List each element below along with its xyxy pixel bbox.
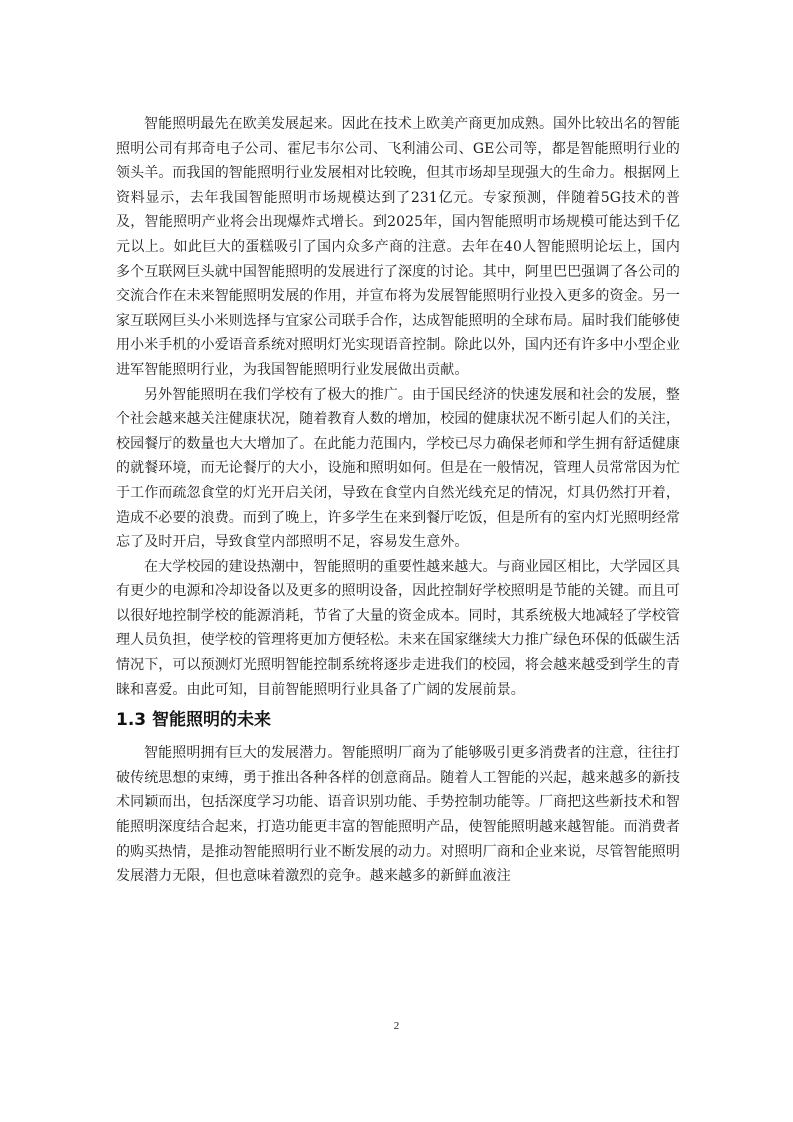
section-heading: 1.3 智能照明的未来 [116,710,272,731]
page-number: 2 [393,1020,400,1032]
paragraph-overseas-market: 智能照明最先在欧美发展起来。因此在技术上欧美产商更加成熟。国外比较出名的智能照明公司有邦奇电子公司、霍尼韦尔公司、飞利浦公司、GE公司等，都是智能照明行业的领头羊。而我国的智能照明行业发展相对比较晚，但其市场却呈现强大的生命力。根据网上资料显示，去年我国智能照明市场规模达到了231亿元。专家预测，伴随着5G技术的普及，智能照明产业将会出现爆炸式增长。到2025年，国内智能照明市场规模可能达到千亿元以上。如此巨大的蛋糕吸引了国内众多产商的注意。去年在40人智能照明论坛上，国内多个互联网巨头就中国智能照明的发展进行了深度的讨论。其中，阿里巴巴强调了各公司的交流合作在未来智能照明发展的作用，并宣布将为发展智能照明行业投入更多的资金。另一家互联网巨头小米则选择与宜家公司联手合作，达成智能照明的全球布局。届时我们能够使用小米手机的小爱语音系统对照明灯光实现语音控制。除此以外，国内还有许多中小型企业进军智能照明行业，为我国智能照明行业发展做出贡献。 [116,116,680,378]
paragraph-campus-construction: 在大学校园的建设热潮中，智能照明的重要性越来越大。与商业园区相比，大学园区具有更少的电源和冷却设备以及更多的照明设备，因此控制好学校照明是节能的关键。而且可以很好地控制学校的能源消耗，节省了大量的资金成本。同时，其系统极大地减轻了学校管理人员负担，使学校的管理将更加方便轻松。未来在国家继续大力推广绿色环保的低碳生活情况下，可以预测灯光照明智能控制系统将逐步走进我们的校园，将会越来越受到学生的青睐和喜爱。由此可知，目前智能照明行业具备了广阔的发展前景。 [116,558,680,698]
paragraph-future-potential: 智能照明拥有巨大的发展潜力。智能照明厂商为了能够吸引更多消费者的注意，往往打破传统思想的束缚，勇于推出各种各样的创意商品。随着人工智能的兴起，越来越多的新技术同颖而出，包括深度学习功能、语音识别功能、手势控制功能等。厂商把这些新技术和智能照明深度结合起来，打造功能更丰富的智能照明产品，使智能照明越来越智能。而消费者的购买热情，是推动智能照明行业不断发展的动力。对照明厂商和企业来说，尽管智能照明发展潜力无限，但也意味着激烈的竞争。越来越多的新鲜血液注 [116,745,680,885]
page-body [116,112,680,889]
paragraph-school-promotion: 另外智能照明在我们学校有了极大的推广。由于国民经济的快速发展和社会的发展，整个社会越来越关注健康状况，随着教育人数的增加，校园的健康状况不断引起人们的关注，校园餐厅的数量也大大增加了。在此能力范围内，学校已尽力确保老师和学生拥有舒适健康的就餐环境，而无论餐厅的大小，设施和照明如何。但是在一般情况，管理人员常常因为忙于工作而疏忽食堂的灯光开启关闭，导致在食堂内自然光线充足的情况，灯具仍然打开着，造成不必要的浪费。而到了晚上，许多学生在来到餐厅吃饭，但是所有的室内灯光照明经常忘了及时开启，导致食堂内部照明不足，容易发生意外。 [116,386,680,551]
